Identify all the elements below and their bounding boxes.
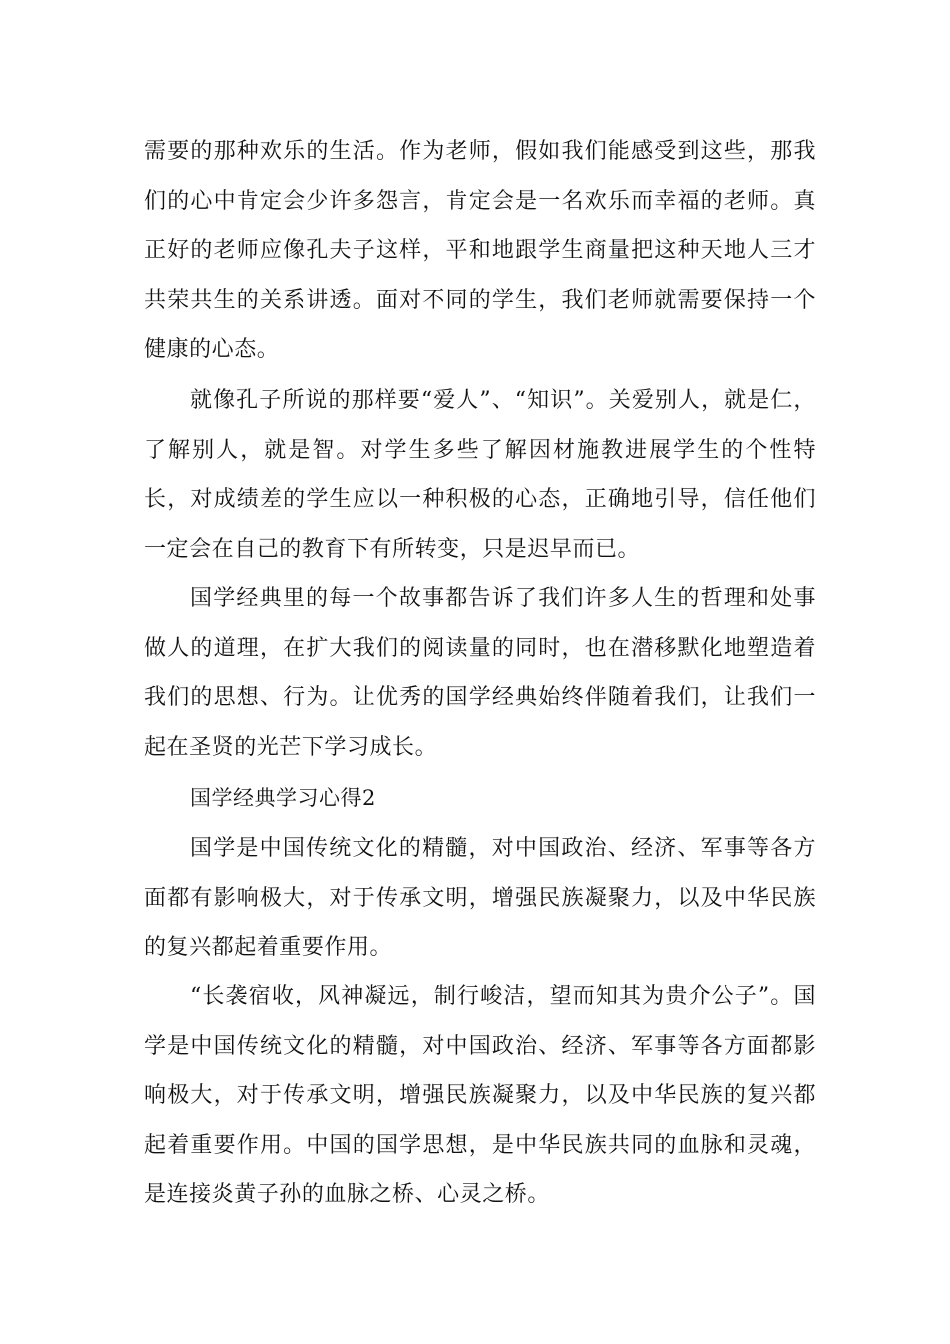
paragraph-2: 就像孔子所说的那样要“爱人”、“知识”。关爱别人，就是仁，了解别人，就是智。对学生多些了解因材施教进展学生的个性特长，对成绩差的学生应以一种积极的心态，正确地引导，信任他们一定会在自己的教育下有所转变，只是迟早而已。 [144,388,816,562]
paragraph-5: “长袭宿收，风神凝远，制行峻洁，望而知其为贵介公子”。国学是中国传统文化的精髓，对中国政治、经济、军事等各方面都影响极大，对于传承文明，增强民族凝聚力，以及中华民族的复兴都起着重要作用。中国的国学思想，是中华民族共同的血脉和灵魂，是连接炎黄子孙的血脉之桥、心灵之桥。 [144,984,816,1208]
section-heading: 国学经典学习心得2 [190,786,376,810]
paragraph-1: 需要的那种欢乐的生活。作为老师，假如我们能感受到这些，那我们的心中肯定会少许多怨言，肯定会是一名欢乐而幸福的老师。真正好的老师应像孔夫子这样，平和地跟学生商量把这种天地人三才共荣共生的关系讲透。面对不同的学生，我们老师就需要保持一个健康的心态。 [144,139,816,363]
paragraph-4: 国学是中国传统文化的精髓，对中国政治、经济、军事等各方面都有影响极大，对于传承文明，增强民族凝聚力，以及中华民族的复兴都起着重要作用。 [144,836,816,961]
paragraph-3: 国学经典里的每一个故事都告诉了我们许多人生的哲理和处事做人的道理，在扩大我们的阅读量的同时，也在潜移默化地塑造着我们的思想、行为。让优秀的国学经典始终伴随着我们，让我们一起在圣贤的光芒下学习成长。 [144,586,816,760]
